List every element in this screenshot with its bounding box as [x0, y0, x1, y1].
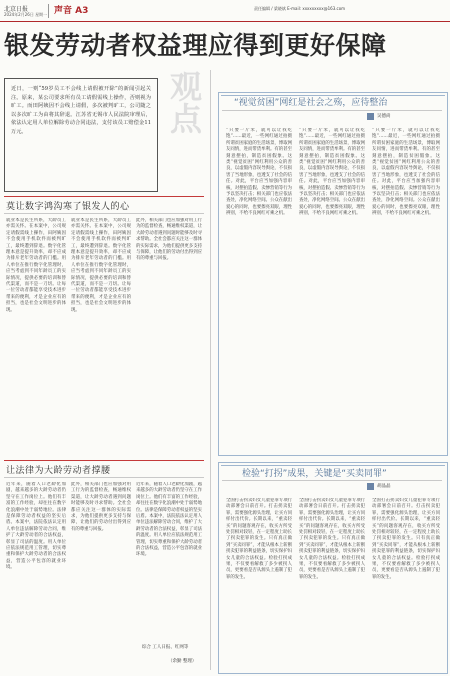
right-top-author: 吴德尚	[377, 114, 391, 119]
left-top-col-2: 就业本是民生所系，大龄员工亦需关怀。在本案中，公司规定请假需线上操作，田阿姨因不会使用手机软件而被判旷工，最终遭到辞退。数字化管理本意是提升效率，却不应成为排斥老年劳动者的门槛。用人单位在推行数字化管理时，应当考虑到不同年龄员工的实际情况，提供必要的培训和替代渠道，而不是一刀切。让每一位劳动者都能享受技术进步带来的便利，才是企业应有的担当，也是社会文明进步的体现。	[71, 218, 131, 313]
lede-text: 近日，一则“59岁员工不会线上请假被开除”的新闻引起关注。原来，某公司要求所有员工请假需线上操作，否则视为旷工。而田阿姨因不会线上请假，多次被判旷工，公司随之以多次旷工为由将其辞退。江苏省无锡市人民法院审理后，依法认定用人单位解除劳动合同违法，支付该员工赔偿金11万元。	[11, 86, 151, 135]
section-label: 声音 A3	[54, 6, 89, 16]
left-author: （余勤 整理）	[168, 659, 197, 664]
right-top-col-3: “只要一斤米，就可以让我吃饱”……最近，一些网红通过拍摄所谓贫困家庭的生活场景，博取网友同情，进而带货牟利。有的甚至刻意摆拍，制造贫困假象。这类“视觉贫困”网红利用公众的善良，以虚假内容误导舆论，不仅损害了当地形象，也透支了社会的信任。对此，平台应当加强内容审核，对摆拍造假、卖惨营销等行为予以坚决打击；相关部门也应依法查处，净化网络空间。公众在献出爱心的同时，也要擦亮双眼，理性辨别，不给不良网红可乘之机。	[372, 128, 440, 217]
right-bottom-title: 检验“打拐”成果，关键是“买卖同罪”	[242, 469, 387, 479]
watermark-guandian: 观点	[165, 70, 203, 134]
date-line: 2024年2月26日 星期一	[4, 12, 48, 17]
main-headline: 银发劳动者权益理应得到更好保障	[4, 31, 387, 60]
right-top-col-1: “只要一斤米，就可以让我吃饱”……最近，一些网红通过拍摄所谓贫困家庭的生活场景，博取网友同情，进而带货牟利。有的甚至刻意摆拍，制造贫困假象。这类“视觉贫困”网红利用公众的善良，以虚假内容误导舆论，不仅损害了当地形象，也透支了社会的信任。对此，平台应当加强内容审核，对摆拍造假、卖惨营销等行为予以坚决打击；相关部门也应依法查处，净化网络空间。公众在献出爱心的同时，也要擦亮双眼，理性辨别，不给不良网红可乘之机。	[226, 128, 292, 217]
right-bottom-col-2: 全国打击拐卖妇女儿童犯罪专项行动部署会日前召开。打击拐卖犯罪，需要强化源头治理，让买方同样付出代价。长期以来，“重卖轻买”的问题客观存在，收买方所受处罚相对较轻，在一定程度上助长了拐卖犯罪的发生。只有真正做到“买卖同罪”，才能从根本上斩断拐卖犯罪的利益链条，切实保护妇女儿童的合法权益。检验打拐成果，不仅要看解救了多少被拐人员，更要看是否从源头上遏制了犯罪的发生。	[299, 498, 365, 580]
right-bottom-author-mark	[367, 483, 374, 490]
masthead-rule	[0, 21, 450, 22]
left-top-title: 莫让数字鸿沟寒了银发人的心	[6, 202, 130, 212]
left-bottom-col-3: 近年来，随着人口老龄化加剧，越来越多的大龄劳动者仍坚守在工作岗位上。他们有丰富的工作经验，却往往在数字化浪潮中处于弱势地位。法律是保障劳动者权益的坚实后盾。本案中，法院依法认定用人单位违法解除劳动合同，维护了大龄劳动者的合法权益，彰显了司法的温度。用人单位应依法规范用工管理，切实尊重和保护大龄劳动者的合法权益，营造公平包容的就业环境。	[136, 482, 202, 558]
left-bottom-col-1: 近年来，随着人口老龄化加剧，越来越多的大龄劳动者仍坚守在工作岗位上。他们有丰富的工作经验，却往往在数字化浪潮中处于弱势地位。法律是保障劳动者权益的坚实后盾。本案中，法院依法认定用人单位违法解除劳动合同，维护了大龄劳动者的合法权益，彰显了司法的温度。用人单位应依法规范用工管理，切实尊重和保护大龄劳动者的合法权益，营造公平包容的就业环境。	[6, 482, 66, 571]
right-bottom-col-3: 全国打击拐卖妇女儿童犯罪专项行动部署会日前召开。打击拐卖犯罪，需要强化源头治理，让买方同样付出代价。长期以来，“重卖轻买”的问题客观存在，收买方所受处罚相对较轻，在一定程度上助长了拐卖犯罪的发生。只有真正做到“买卖同罪”，才能从根本上斩断拐卖犯罪的利益链条，切实保护妇女儿童的合法权益。检验打拐成果，不仅要看解救了多少被拐人员，更要看是否从源头上遏制了犯罪的发生。	[372, 498, 440, 580]
right-top-author-mark	[367, 113, 374, 120]
right-bottom-author: 胡晶晶	[377, 484, 391, 489]
left-credit: 综合 工人日报、红网等	[142, 645, 189, 650]
left-top-col-3: 此外，相关部门也应加强对用工行为的监督检查，畅通维权渠道，让大龄劳动者遇到问题时能够及时寻求帮助。全社会都应关注这一群体的实际需求，为他们提供更多支持与保障，让他们的劳动付出得到应有的尊重与回报。	[136, 218, 202, 262]
left-bottom-col-2: 此外，相关部门也应加强对用工行为的监督检查，畅通维权渠道，让大龄劳动者遇到问题时能够及时寻求帮助。全社会都应关注这一群体的实际需求，为他们提供更多支持与保障，让他们的劳动付出得到应有的尊重与回报。	[71, 482, 131, 532]
editor-line: 责任编辑 / 梁晓斌 E-mail: xxxxxxxxx@163.com	[254, 6, 346, 11]
right-bottom-col-1: 全国打击拐卖妇女儿童犯罪专项行动部署会日前召开。打击拐卖犯罪，需要强化源头治理，让买方同样付出代价。长期以来，“重卖轻买”的问题客观存在，收买方所受处罚相对较轻，在一定程度上助长了拐卖犯罪的发生。只有真正做到“买卖同罪”，才能从根本上斩断拐卖犯罪的利益链条，切实保护妇女儿童的合法权益。检验打拐成果，不仅要看解救了多少被拐人员，更要看是否从源头上遏制了犯罪的发生。	[226, 498, 292, 580]
column-divider	[210, 70, 211, 670]
right-top-col-2: “只要一斤米，就可以让我吃饱”……最近，一些网红通过拍摄所谓贫困家庭的生活场景，博取网友同情，进而带货牟利。有的甚至刻意摆拍，制造贫困假象。这类“视觉贫困”网红利用公众的善良，以虚假内容误导舆论，不仅损害了当地形象，也透支了社会的信任。对此，平台应当加强内容审核，对摆拍造假、卖惨营销等行为予以坚决打击；相关部门也应依法查处，净化网络空间。公众在献出爱心的同时，也要擦亮双眼，理性辨别，不给不良网红可乘之机。	[299, 128, 365, 217]
left-top-col-1: 就业本是民生所系，大龄员工亦需关怀。在本案中，公司规定请假需线上操作，田阿姨因不会使用手机软件而被判旷工，最终遭到辞退。数字化管理本意是提升效率，却不应成为排斥老年劳动者的门槛。用人单位在推行数字化管理时，应当考虑到不同年龄员工的实际情况，提供必要的培训和替代渠道，而不是一刀切。让每一位劳动者都能享受技术进步带来的便利，才是企业应有的担当，也是社会文明进步的体现。	[6, 218, 66, 313]
left-bottom-title: 让法律为大龄劳动者撑腰	[6, 466, 111, 476]
masthead	[0, 0, 450, 28]
paper-name: 北京日报	[4, 6, 29, 13]
right-top-title: “视觉贫困”网红是社会之殇，应待整治	[234, 98, 388, 108]
lede-box	[4, 78, 158, 192]
